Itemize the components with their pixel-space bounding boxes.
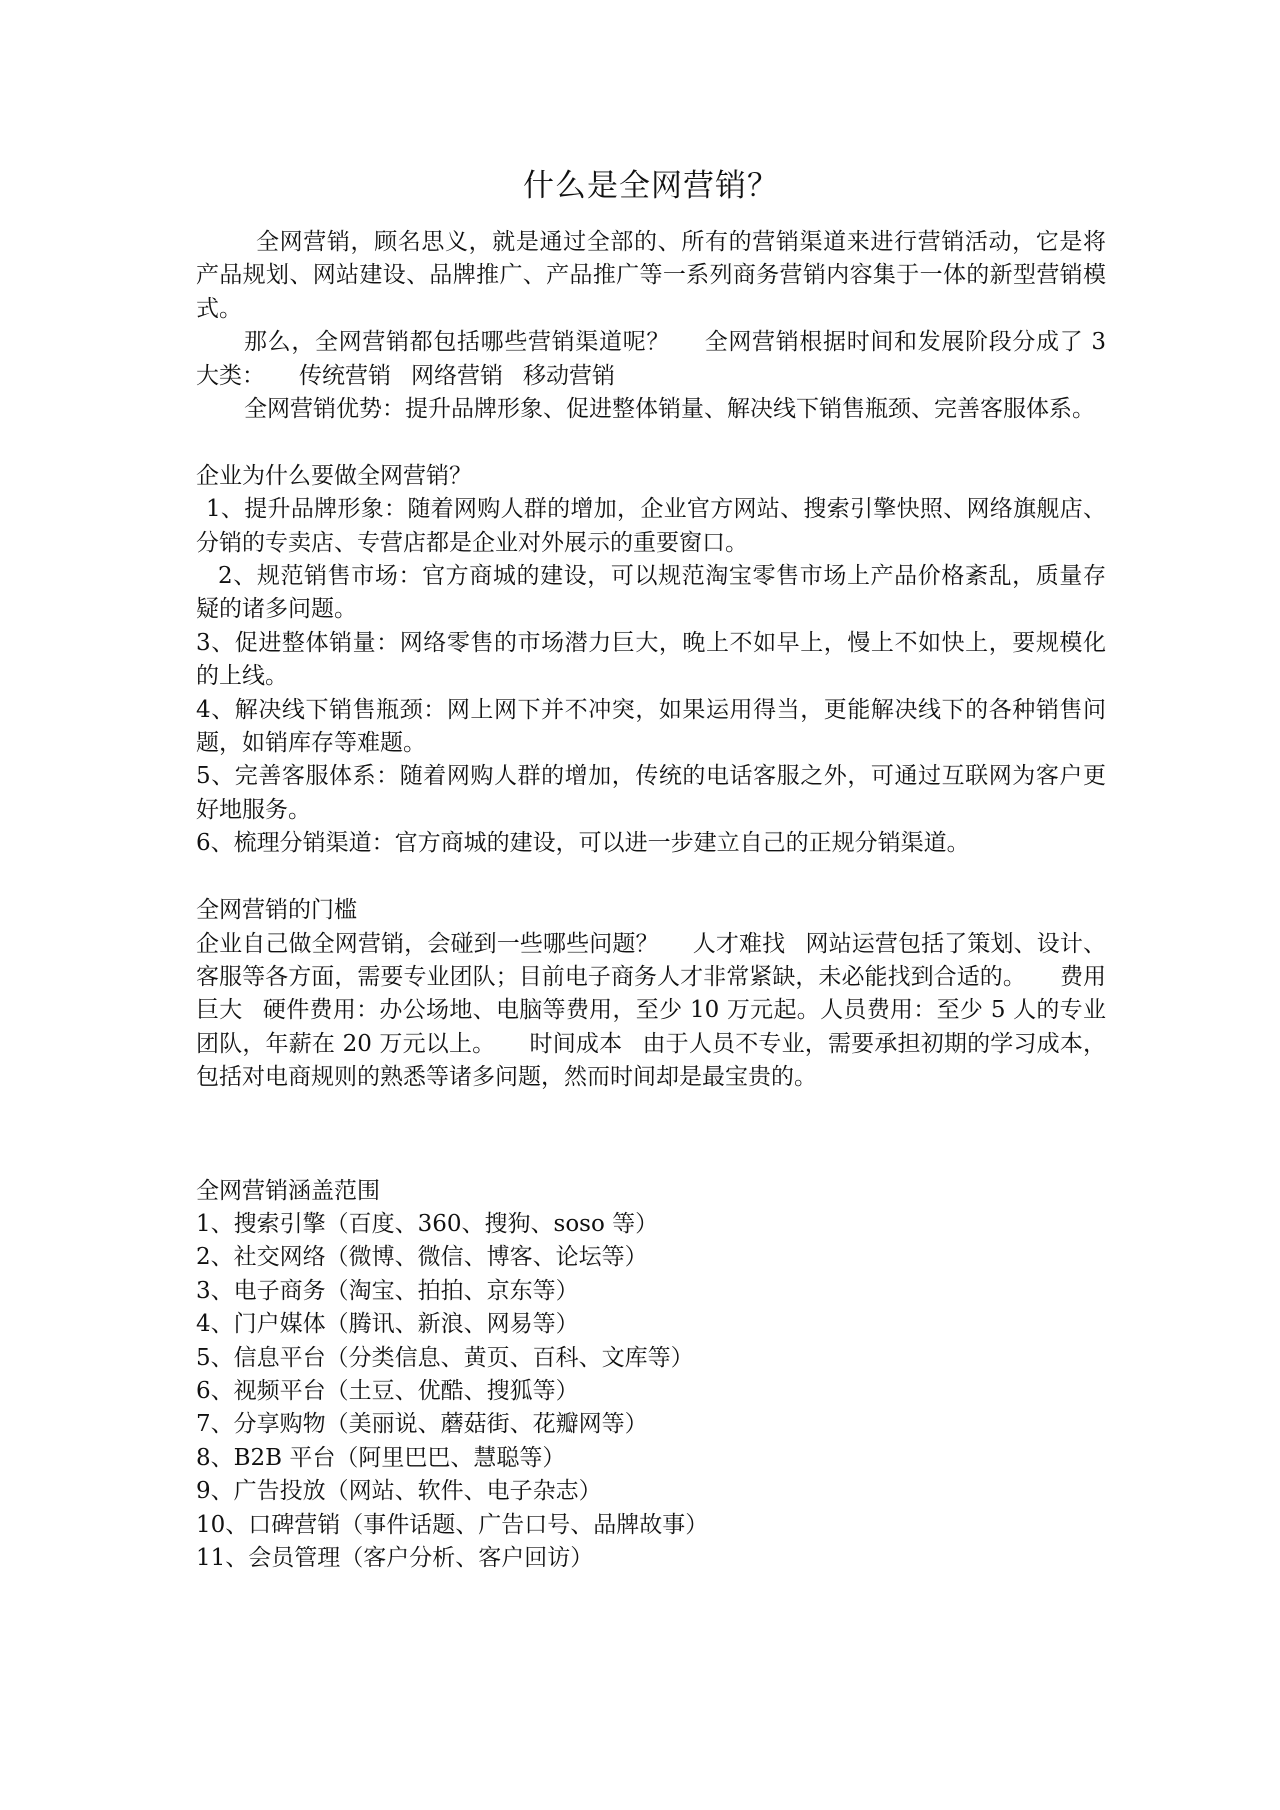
intro-question: 那么，全网营销都包括哪些营销渠道呢？ xyxy=(244,329,671,356)
threshold-question: 企业自己做全网营销，会碰到一些哪些问题？ xyxy=(196,930,659,957)
scope-item: 6、视频平台（土豆、优酷、搜狐等） xyxy=(196,1377,579,1404)
why-item-5: 5、完善客服体系：随着网购人群的增加，传统的电话客服之外，可通过互联网为客户更好地服务。 xyxy=(196,763,1106,823)
why-item-4: 4、解决线下销售瓶颈：网上网下并不冲突，如果运用得当，更能解决线下的各种销售问题，如销库存等难题。 xyxy=(196,696,1106,757)
scope-item: 10、口碑营销（事件话题、广告口号、品牌故事） xyxy=(196,1511,709,1538)
why-item-1: 1、提升品牌形象：随着网购人群的增加，企业官方网站、搜索引擎快照、网络旗舰店、分销的专卖店、专营店都是企业对外展示的重要窗口。 xyxy=(196,496,1106,556)
scope-item: 8、B2B 平台（阿里巴巴、慧聪等） xyxy=(196,1444,566,1471)
why-heading: 企业为什么要做全网营销？ xyxy=(196,462,472,489)
scope-item: 3、电子商务（淘宝、拍拍、京东等） xyxy=(196,1277,579,1304)
category-traditional: 传统营销 xyxy=(299,362,391,389)
scope-item: 9、广告投放（网站、软件、电子杂志） xyxy=(196,1478,602,1505)
threshold-time-label: 时间成本 xyxy=(529,1030,623,1057)
intro-paragraph-2 xyxy=(196,326,1106,393)
scope-item: 11、会员管理（客户分析、客户回访） xyxy=(196,1545,594,1571)
threshold-paragraph xyxy=(196,928,1106,1095)
scope-item: 2、社交网络（微博、微信、博客、论坛等） xyxy=(196,1244,648,1271)
intro-categories-lead: 全网营销根据时间和发展阶段分成了 3 大类： xyxy=(196,329,1106,389)
threshold-talent-label: 人才难找 xyxy=(692,930,786,957)
document-body xyxy=(196,226,1106,1575)
threshold-talent-text: 网站运营包括了策划、设计、客服等各方面，需要专业团队；目前电子商务人才非常紧缺，未必能找到合适的。 xyxy=(196,930,1107,990)
why-item-6: 6、梳理分销渠道：官方商城的建设，可以进一步建立自己的正规分销渠道。 xyxy=(196,830,970,857)
why-item-2: 2、规范销售市场：官方商城的建设，可以规范淘宝零售市场上产品价格紊乱，质量存疑的诸多问题。 xyxy=(196,563,1106,623)
intro-paragraph-3: 全网营销优势：提升品牌形象、促进整体销量、解决线下销售瓶颈、完善客服体系。 xyxy=(244,396,1095,423)
scope-item: 4、门户媒体（腾讯、新浪、网易等） xyxy=(196,1311,579,1338)
category-online: 网络营销 xyxy=(411,362,503,389)
scope-item: 7、分享购物（美丽说、蘑菇街、花瓣网等） xyxy=(196,1411,648,1438)
threshold-heading: 全网营销的门槛 xyxy=(196,897,357,924)
why-item-3: 3、促进整体销量：网络零售的市场潜力巨大，晚上不如早上，慢上不如快上，要规模化的上线。 xyxy=(196,629,1106,690)
scope-item: 1、搜索引擎（百度、360、搜狗、soso 等） xyxy=(196,1210,659,1237)
threshold-cost-text: 硬件费用：办公场地、电脑等费用，至少 10 万元起。人员费用：至少 5 人的专业团队，年薪在 20 万元以上。 xyxy=(196,997,1106,1057)
category-mobile: 移动营销 xyxy=(523,362,615,389)
scope-item: 5、信息平台（分类信息、黄页、百科、文库等） xyxy=(196,1344,694,1371)
intro-paragraph-1: 全网营销，顾名思义，就是通过全部的、所有的营销渠道来进行营销活动，它是将产品规划、网站建设、品牌推广、产品推广等一系列商务营销内容集于一体的新型营销模式。 xyxy=(196,229,1106,322)
threshold-cost-label: 费用巨大 xyxy=(196,963,1107,1024)
scope-heading: 全网营销涵盖范围 xyxy=(196,1177,380,1204)
page-title: 什么是全网营销？ xyxy=(523,168,779,204)
threshold-time-text: 由于人员不专业，需要承担初期的学习成本，包括对电商规则的熟悉等诸多问题，然而时间却是最宝贵的。 xyxy=(196,1030,1107,1091)
